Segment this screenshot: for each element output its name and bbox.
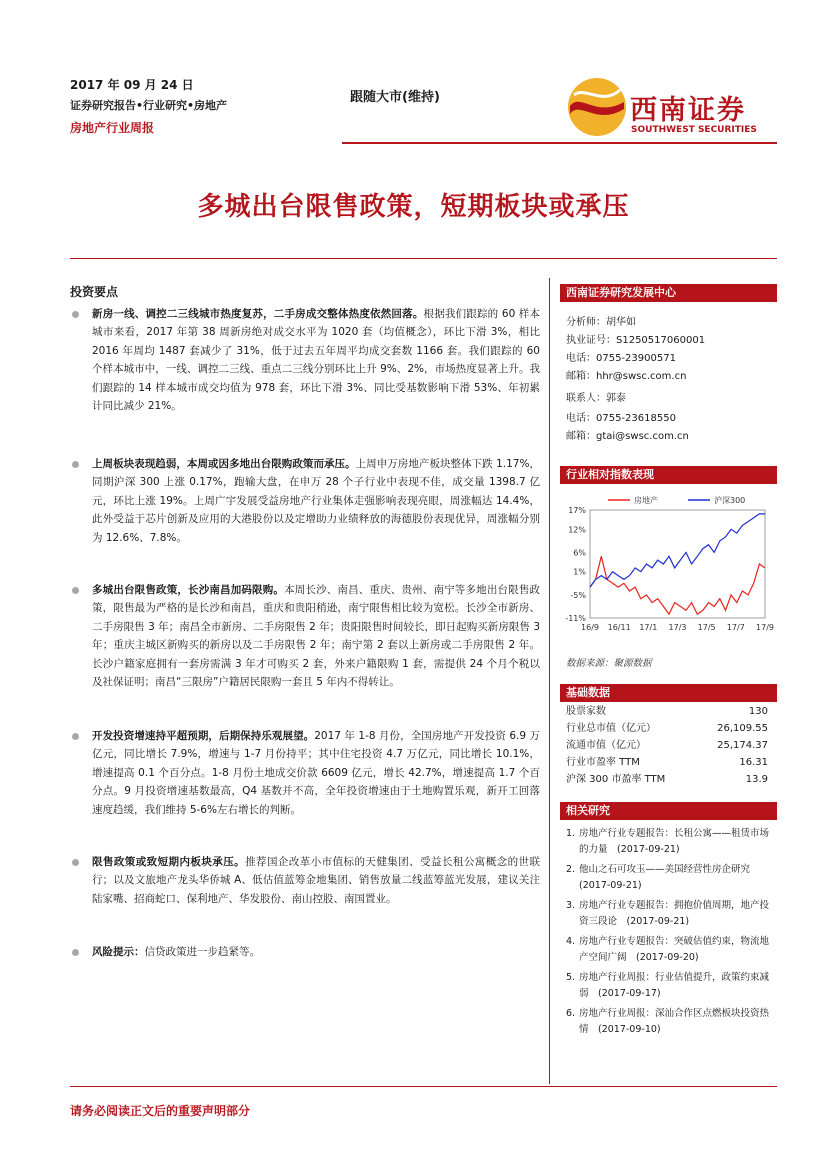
related-number: 1. (566, 828, 576, 839)
related-number: 5. (566, 972, 576, 983)
y-tick-label: 12% (568, 525, 586, 535)
legend-label: 房地产 (634, 496, 658, 505)
fin-value: 13.9 (745, 774, 768, 785)
x-tick-label: 17/5 (697, 623, 716, 632)
bullet-text: 推荐国企改革小市值标的天健集团、受益长租公寓概念的世联行；以及文旅地产龙头华侨城 A、低估值蓝筹金地集团、销售放量二线蓝筹蓝光发展，建议关注陆家嘴、招商蛇口、保利地产、华发股份、南山控股、南国置业。 (92, 856, 540, 905)
logo-english: SOUTHWEST SECURITIES (631, 125, 757, 135)
bullet-heading: 开发投资增速持平超预期，后期保持乐观展望。 (92, 730, 315, 742)
x-tick-label: 17/1 (639, 623, 658, 632)
fin-value: 16.31 (739, 757, 768, 768)
bullet-dot (72, 587, 79, 594)
legend-label: 沪深300 (714, 496, 746, 505)
rating: 跟随大市(维持) (350, 90, 440, 105)
section-title: 投资要点 (70, 285, 119, 299)
x-tick-label: 17/9 (756, 623, 774, 632)
bullet-heading: 上周板块表现趋弱，本周或因多地出台限购政策而承压。 (92, 458, 356, 470)
index-chart (560, 490, 777, 648)
contact-phone: 电话：0755-23900571 (566, 353, 676, 364)
related-item[interactable] (566, 970, 771, 1002)
bullet-item (72, 853, 540, 908)
fin-label: 行业总市值（亿元） (566, 723, 656, 734)
bullet-text: 本周长沙、南昌、重庆、贵州、南宁等多地出台限售政策，限售最为严格的是长沙和南昌，重庆和贵阳稍逊，南宁限售相比较为宽松。长沙全市新房、二手房限售 3 年；南昌全市新房、二手房限售 2 年；贵阳限售时间较长，即日起购买新房限售 3 年；重庆主城区新购买的新房以及二手房限售 2 年；南宁第 2 套以上新房或二手房限售 2 年。长沙户籍家庭拥有一套房需满 3 年才可购买 2 套，外来户籍限购 1 套，需提供 24 个月个税以及社保证明；南昌“三限房”户籍居民限购一套且 5 年内不得转让。 (92, 584, 541, 689)
bullet-text: 2017 年 1-8 月份，全国房地产开发投资 6.9 万亿元，同比增长 7.9%，增速与 1-7 月份持平；其中住宅投资 4.7 万亿元，同比增长 10.1%，增速提高 0.1 个百分点。1-8 月份土地成交价款 6609 亿元，增长 42.7%，增速提高 1.7 个百分点。9 月投资增速基数最高，Q4 基数并不高，全年投资增速由于土地购置乐观，新开工回落速度趋缓，我们维持 5-6%左右增长的判断。 (92, 730, 541, 816)
related-title: 房地产行业专题报告：拥抱价值周期，地产投资三段论 (2017-09-21) (579, 900, 770, 927)
x-tick-label: 17/3 (668, 623, 687, 632)
fin-row (566, 755, 768, 771)
y-tick-label: -11% (565, 614, 586, 623)
related-item[interactable] (566, 898, 771, 930)
y-tick-label: -5% (570, 590, 586, 600)
research-center-header: 西南证券研究发展中心 (560, 284, 777, 302)
column-divider (549, 278, 550, 1084)
bullet-heading: 新房一线、调控二三线城市热度复苏，二手房成交整体热度依然回落。 (92, 308, 424, 320)
report-category: 证券研究报告•行业研究•房地产 (70, 99, 228, 112)
x-tick-label: 16/11 (607, 623, 631, 632)
bullet-text: 信贷政策进一步趋紧等。 (144, 946, 260, 958)
related-item[interactable] (566, 934, 771, 966)
fin-value: 130 (748, 706, 768, 717)
related-number: 6. (566, 1008, 576, 1019)
contact-person: 联系人：郭泰 (566, 393, 626, 404)
bullet-text: 上周申万房地产板块整体下跌 1.17%，同期沪深 300 上涨 0.17%，跑输大盘，在申万 28 个子行业中表现不佳，成交量 1398.7 亿元，环比上涨 19%。上周广宇发展受益房地产行业集体走强影响表现亮眼，周涨幅达 14.4%，此外受益于芯片创新及应用的大港股份以及定增助力业绩释放的海德股份表现优异，周涨幅分别为 12.6%、7.8%。 (92, 458, 540, 544)
related-research-header: 相关研究 (560, 802, 777, 820)
bullet-dot (72, 733, 79, 740)
contact-license: 执业证号：S1250517060001 (566, 335, 706, 346)
page-title: 多城出台限售政策，短期板块或承压 (197, 192, 630, 222)
bullet-item (72, 581, 540, 691)
title-divider (70, 258, 777, 259)
footer-divider (70, 1086, 777, 1087)
bullet-item (72, 305, 540, 415)
index-chart-header: 行业相对指数表现 (560, 466, 777, 484)
fin-value: 25,174.37 (717, 740, 768, 751)
related-title: 房地产行业周报：行业估值提升，政策约束减弱 (2017-09-17) (579, 972, 770, 999)
x-tick-label: 16/9 (581, 623, 599, 632)
series-line (590, 514, 765, 587)
header-divider (342, 142, 777, 144)
bullet-text: 根据我们跟踪的 60 样本城市来看，2017 年第 38 周新房绝对成交水平为 1020 套（均值概念），环比下滑 3%，相比 2016 年周均 1487 套减少了 31%，低于过去五年周平均成交套数 1166 套。我们跟踪的 60 个样本城市中，一线、调控二三线、重点二三线分别环比上升 9%、2%，市场热度显著上升。我们跟踪的 14 样本城市成交均值为 978 套，环比下滑 3%、同比受基数影响下滑 53%、年初累计同比减少 21%。 (92, 308, 540, 413)
y-tick-label: 17% (568, 506, 586, 515)
bullet-item (72, 455, 540, 547)
related-title: 房地产行业专题报告：长租公寓——租赁市场的力量 (2017-09-21) (579, 828, 770, 855)
bullet-heading: 限售政策或致短期内板块承压。 (92, 856, 246, 868)
footer-disclaimer: 请务必阅读正文后的重要声明部分 (70, 1104, 251, 1118)
y-tick-label: 6% (573, 548, 586, 558)
fin-value: 26,109.55 (717, 723, 768, 734)
related-number: 3. (566, 900, 576, 911)
related-title: 他山之石可攻玉——美国经营性房企研究 (2017-09-21) (579, 864, 760, 891)
data-source: 数据来源：聚源数据 (566, 658, 652, 669)
contact-analyst: 分析师：胡华如 (566, 317, 636, 328)
fin-label: 股票家数 (566, 706, 606, 717)
related-item[interactable] (566, 862, 771, 894)
contact-email: 邮箱：gtai@swsc.com.cn (566, 431, 689, 442)
related-number: 2. (566, 864, 576, 875)
y-tick-label: 1% (573, 567, 586, 577)
bullet-dot (72, 461, 79, 468)
fin-data-header: 基础数据 (560, 684, 777, 702)
related-title: 房地产行业专题报告：突破估值约束，物流地产空间广阔 (2017-09-20) (579, 936, 770, 963)
related-item[interactable] (566, 826, 771, 858)
related-title: 房地产行业周报：深汕合作区点燃板块投资热情 (2017-09-10) (579, 1008, 770, 1035)
fin-label: 沪深 300 市盈率 TTM (566, 774, 666, 785)
fin-label: 行业市盈率 TTM (566, 757, 640, 768)
report-date: 2017 年 09 月 24 日 (70, 78, 194, 92)
bullet-item (72, 727, 540, 819)
related-item[interactable] (566, 1006, 771, 1038)
fin-row (566, 772, 768, 788)
related-number: 4. (566, 936, 576, 947)
contact-phone: 电话：0755-23618550 (566, 413, 676, 424)
fin-row (566, 721, 768, 737)
bullet-dot (72, 859, 79, 866)
company-logo (566, 76, 628, 138)
bullet-dot (72, 311, 79, 318)
bullet-dot (72, 949, 79, 956)
fin-row (566, 704, 768, 720)
bullet-item (72, 943, 540, 961)
x-tick-label: 17/7 (726, 623, 745, 632)
fin-row (566, 738, 768, 754)
bullet-heading: 多城出台限售政策，长沙南昌加码限购。 (92, 584, 285, 596)
report-subcategory: 房地产行业周报 (70, 121, 155, 135)
logo-wordmark: 西南证券 (630, 95, 746, 126)
fin-label: 流通市值（亿元） (566, 740, 646, 751)
bullet-heading: 风险提示： (92, 946, 145, 958)
contact-email: 邮箱：hhr@swsc.com.cn (566, 371, 687, 382)
